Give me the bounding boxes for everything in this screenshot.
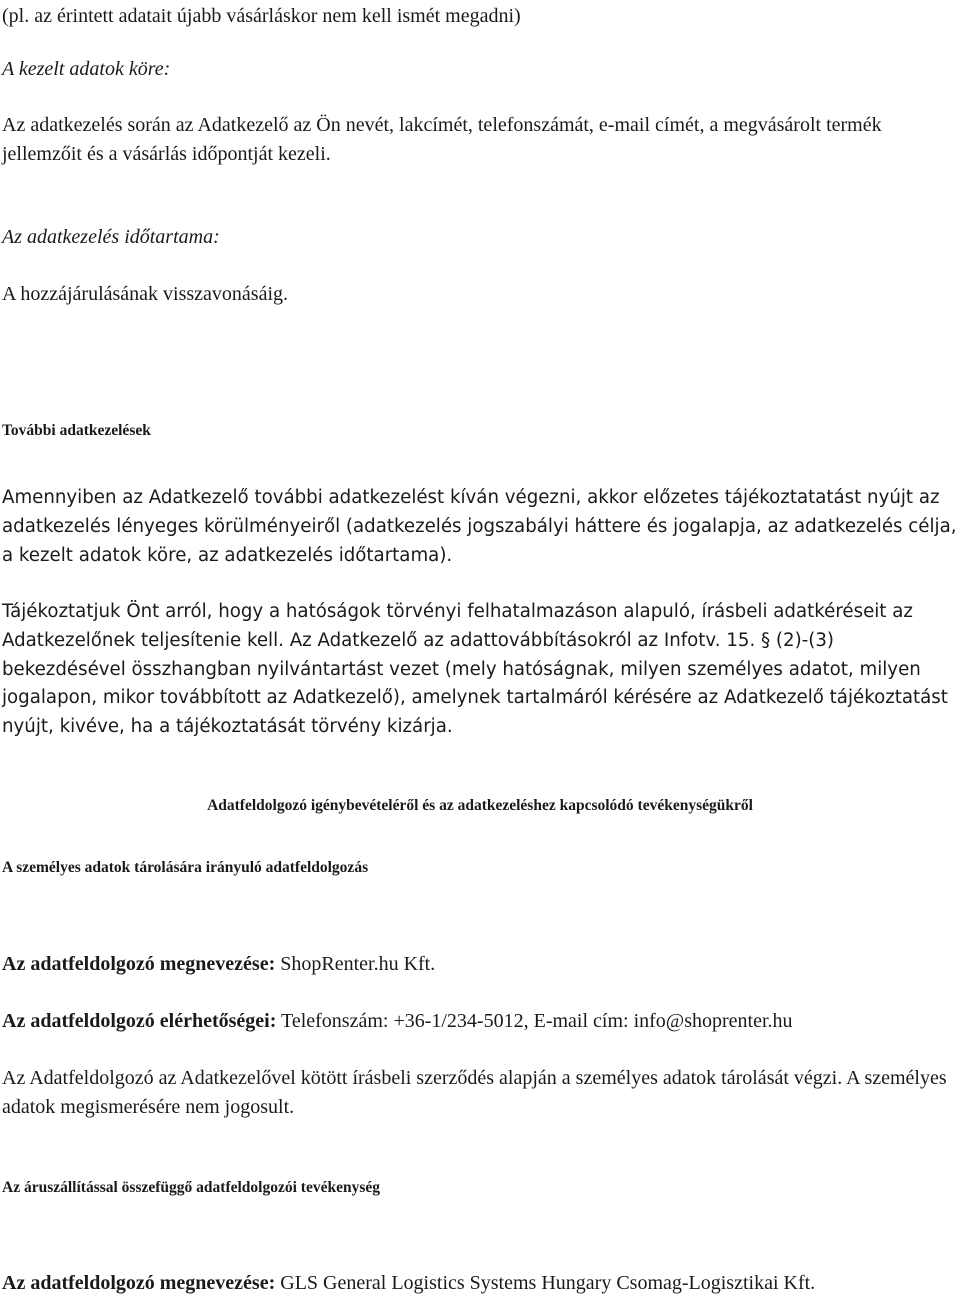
storage-heading: A személyes adatok tárolására irányuló adatfeldolgozás — [2, 859, 369, 876]
further-paragraph-2: Tájékoztatjuk Önt arról, hogy a hatóságok törvényi felhatalmazáson alapuló, írásbeli adatkéréseit az Adatkezelőnek teljesítenie kell. Az Adatkezelő az adattovábbításokról az Infotv. 15. § (2)-(3) bekezdésével összhangban nyilvántartást vezet (mely hatóságnak, milyen személyes adatot, milyen jogalapon, mikor továbbított az Adatkezelő), amelynek tartalmáról kérésére az Adatkezelő tájékoztatást nyújt, kivéve, ha a tájékoztatását törvény kizárja. — [2, 601, 948, 738]
scope-paragraph: Az adatkezelés során az Adatkezelő az Ön nevét, lakcímét, telefonszámát, e-mail címét, a megvásárolt termék jellemzőit és a vásárlás időpontját kezeli. — [2, 114, 882, 165]
delivery-heading: Az áruszállítással összefüggő adatfeldolgozói tevékenység — [2, 1179, 380, 1196]
delivery-name-line — [2, 1269, 952, 1298]
processor-section-heading: Adatfeldolgozó igénybevételéről és az adatkezeléshez kapcsolódó tevékenységükről — [207, 797, 753, 814]
delivery-name-value: GLS General Logistics Systems Hungary Csomag-Logisztikai Kft. — [275, 1272, 816, 1294]
intro-line: (pl. az érintett adatait újabb vásárláskor nem kell ismét megadni) — [2, 5, 521, 27]
duration-paragraph: A hozzájárulásának visszavonásáig. — [2, 283, 289, 305]
duration-heading: Az adatkezelés időtartama: — [2, 226, 220, 248]
scope-heading: A kezelt adatok köre: — [2, 58, 171, 80]
storage-name-line — [2, 950, 952, 979]
storage-name-value: ShopRenter.hu Kft. — [275, 953, 436, 975]
storage-contact-label: Az adatfeldolgozó elérhetőségei: — [2, 1010, 277, 1032]
further-heading: További adatkezelések — [2, 422, 151, 439]
storage-contact-line — [2, 1007, 952, 1036]
delivery-name-label: Az adatfeldolgozó megnevezése: — [2, 1272, 276, 1294]
further-paragraph-1: Amennyiben az Adatkezelő további adatkezelést kíván végezni, akkor előzetes tájékoztatatást nyújt az adatkezelés lényeges körülményeiről (adatkezelés jogszabályi háttere és jogalapja, az adatkezelés célja, a kezelt adatok köre, az adatkezelés időtartama). — [2, 487, 957, 566]
storage-name-label: Az adatfeldolgozó megnevezése: — [2, 953, 276, 975]
storage-contact-value: Telefonszám: +36-1/234-5012, E-mail cím: info@shoprenter.hu — [276, 1010, 793, 1032]
storage-paragraph: Az Adatfeldolgozó az Adatkezelővel kötött írásbeli szerződés alapján a személyes adatok tárolását végzi. A személyes adatok megismerésére nem jogosult. — [2, 1067, 947, 1118]
